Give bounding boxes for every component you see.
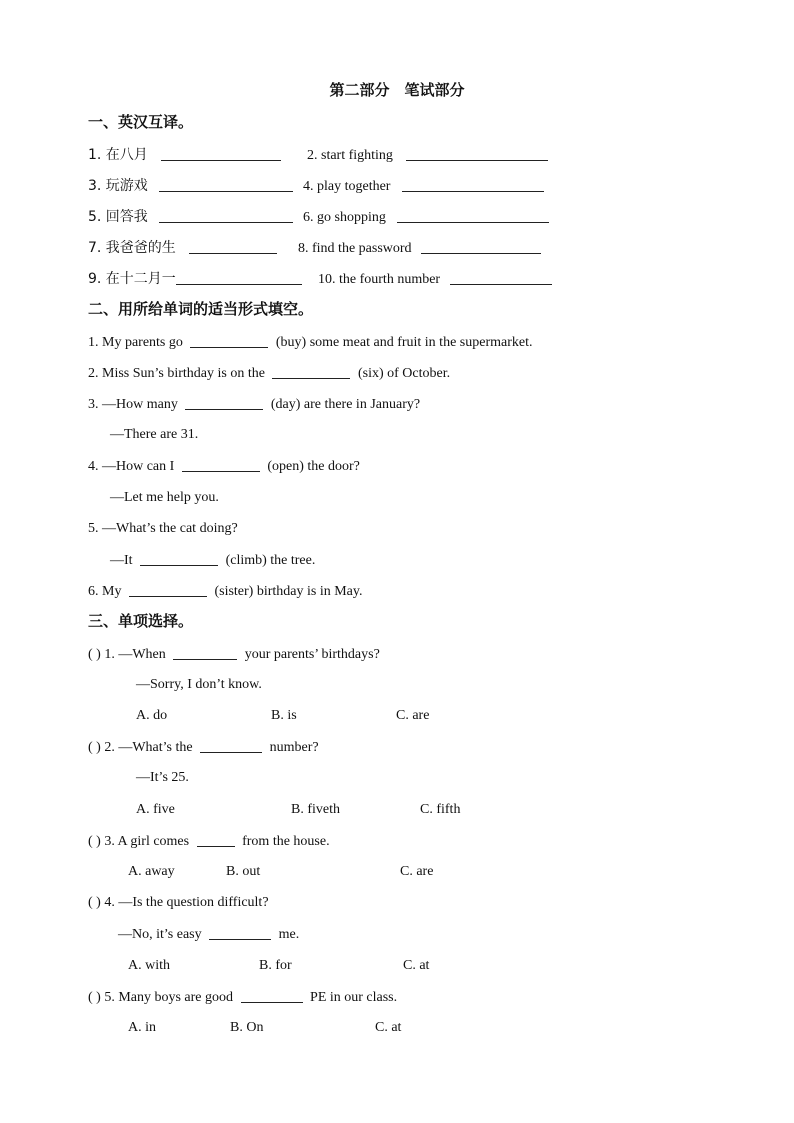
s1-item-9: 9. 在十二月一 bbox=[88, 270, 302, 289]
s3-question-2: ( ) 2. —What’s the number? bbox=[88, 740, 319, 755]
answer-blank[interactable] bbox=[129, 582, 207, 597]
s3-q5-option-c[interactable]: C. at bbox=[375, 1020, 402, 1035]
answer-blank[interactable] bbox=[190, 333, 268, 348]
answer-blank[interactable] bbox=[185, 395, 263, 410]
s2-question-4: 4. —How can I (open) the door? bbox=[88, 459, 360, 474]
s2-question-3: 3. —How many (day) are there in January? bbox=[88, 397, 421, 412]
answer-blank[interactable] bbox=[140, 551, 218, 566]
section-1-header: 一、英汉互译。 bbox=[88, 115, 194, 131]
answer-blank[interactable] bbox=[197, 832, 235, 847]
answer-blank[interactable] bbox=[421, 239, 541, 254]
answer-blank[interactable] bbox=[397, 208, 549, 223]
s3-q4-option-b[interactable]: B. for bbox=[259, 958, 292, 973]
s3-q2-option-b[interactable]: B. fiveth bbox=[291, 802, 340, 817]
s3-q5-option-b[interactable]: B. On bbox=[230, 1020, 264, 1035]
answer-blank[interactable] bbox=[182, 457, 260, 472]
s1-item-2: 2. start fighting bbox=[307, 146, 548, 165]
answer-blank[interactable] bbox=[209, 925, 271, 940]
answer-blank[interactable] bbox=[159, 208, 293, 223]
s1-item-4: 4. play together bbox=[303, 177, 544, 196]
answer-blank[interactable] bbox=[173, 645, 237, 660]
s1-item-8: 8. find the password bbox=[298, 239, 541, 258]
s1-item-5: 5. 回答我 bbox=[88, 208, 293, 227]
s1-item-1: 1. 在八月 bbox=[88, 146, 281, 165]
s2-question-1: 1. My parents go (buy) some meat and fruit in the supermarket. bbox=[88, 335, 533, 350]
page-title: 第二部分 笔试部分 bbox=[329, 83, 465, 99]
s3-q3-option-c[interactable]: C. are bbox=[400, 864, 434, 879]
s3-q3-option-b[interactable]: B. out bbox=[226, 864, 261, 879]
s1-item-3: 3. 玩游戏 bbox=[88, 177, 293, 196]
s2-question-2: 2. Miss Sun’s birthday is on the (six) of October. bbox=[88, 366, 451, 381]
s2-question-4-reply: —Let me help you. bbox=[110, 490, 219, 505]
section-2-header: 二、用所给单词的适当形式填空。 bbox=[88, 302, 314, 318]
s3-q5-option-a[interactable]: A. in bbox=[128, 1020, 156, 1035]
answer-blank[interactable] bbox=[272, 364, 350, 379]
answer-blank[interactable] bbox=[189, 239, 277, 254]
s3-q3-option-a[interactable]: A. away bbox=[128, 864, 175, 879]
s3-q1-option-c[interactable]: C. are bbox=[396, 708, 430, 723]
s3-q4-option-a[interactable]: A. with bbox=[128, 958, 170, 973]
s3-q1-option-a[interactable]: A. do bbox=[136, 708, 168, 723]
answer-blank[interactable] bbox=[200, 738, 262, 753]
s2-question-5-reply: —It (climb) the tree. bbox=[110, 553, 316, 568]
s3-q1-option-b[interactable]: B. is bbox=[271, 708, 297, 723]
s2-question-3-reply: —There are 31. bbox=[110, 427, 199, 442]
s3-question-4: ( ) 4. —Is the question difficult? bbox=[88, 895, 269, 910]
s2-question-6: 6. My (sister) birthday is in May. bbox=[88, 584, 363, 599]
section-3-header: 三、单项选择。 bbox=[88, 614, 194, 630]
answer-blank[interactable] bbox=[450, 270, 552, 285]
answer-blank[interactable] bbox=[406, 146, 548, 161]
answer-blank[interactable] bbox=[176, 270, 302, 285]
s1-item-10: 10. the fourth number bbox=[318, 270, 552, 289]
s3-q4-option-c[interactable]: C. at bbox=[403, 958, 430, 973]
answer-blank[interactable] bbox=[241, 988, 303, 1003]
s1-item-6: 6. go shopping bbox=[303, 208, 549, 227]
s3-question-3: ( ) 3. A girl comes from the house. bbox=[88, 834, 330, 849]
s1-item-7: 7. 我爸爸的生 bbox=[88, 239, 277, 258]
s2-question-5: 5. —What’s the cat doing? bbox=[88, 521, 238, 536]
s3-question-4-reply: —No, it’s easy me. bbox=[118, 927, 300, 942]
answer-blank[interactable] bbox=[161, 146, 281, 161]
s3-q2-option-a[interactable]: A. five bbox=[136, 802, 175, 817]
s3-question-5: ( ) 5. Many boys are good PE in our class. bbox=[88, 990, 398, 1005]
answer-blank[interactable] bbox=[159, 177, 293, 192]
answer-blank[interactable] bbox=[402, 177, 544, 192]
s3-question-1-reply: —Sorry, I don’t know. bbox=[136, 677, 262, 692]
s3-question-1: ( ) 1. —When your parents’ birthdays? bbox=[88, 647, 380, 662]
s3-question-2-reply: —It’s 25. bbox=[136, 770, 189, 785]
s3-q2-option-c[interactable]: C. fifth bbox=[420, 802, 461, 817]
